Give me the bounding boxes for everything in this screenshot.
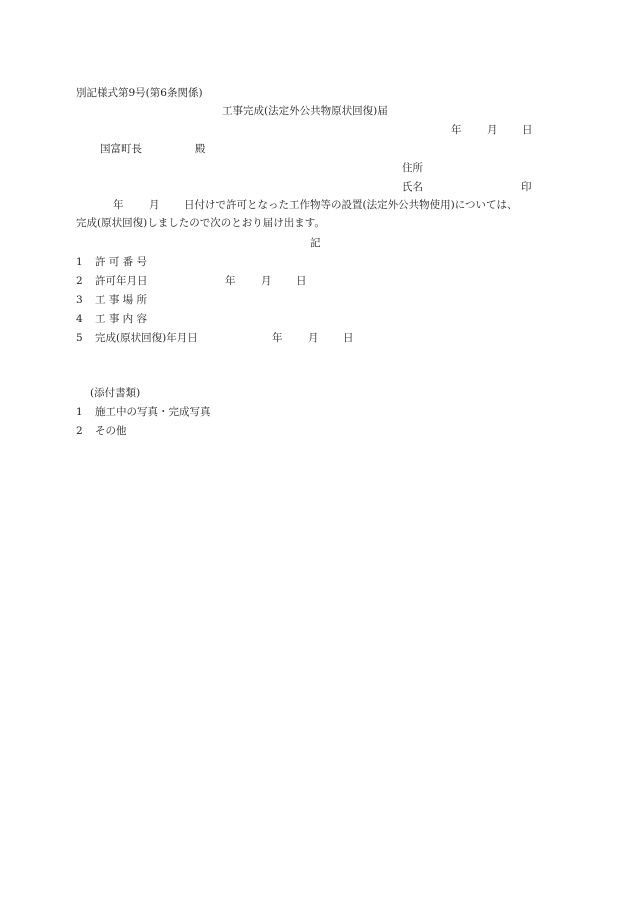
item-year-label: 年 <box>225 275 236 287</box>
item-number: 3 <box>76 294 83 306</box>
form-label: 別記様式第9号(第6条関係) <box>76 87 203 99</box>
item-month-label: 月 <box>261 275 272 287</box>
item-label: 許 可 番 号 <box>95 256 148 268</box>
applicant-address-label: 住所 <box>402 162 423 174</box>
item-day-label: 日 <box>343 332 354 344</box>
applicant-name-label: 氏名 <box>402 181 423 193</box>
addressee-honorific: 殿 <box>195 143 206 155</box>
attachment-label: 施工中の写真・完成写真 <box>95 406 211 418</box>
attachment-label: その他 <box>95 425 127 437</box>
applicant-seal-label: 印 <box>521 181 532 193</box>
item-number: 4 <box>76 313 83 325</box>
date-month-label: 月 <box>487 124 498 136</box>
item-number: 2 <box>76 275 83 287</box>
date-day-label: 日 <box>522 124 533 136</box>
body-month-label: 月 <box>149 199 160 211</box>
addressee-name: 国富町長 <box>100 143 142 155</box>
item-month-label: 月 <box>308 332 319 344</box>
item-label: 工 事 場 所 <box>95 294 148 306</box>
document-title: 工事完成(法定外公共物原状回復)届 <box>222 105 388 117</box>
item-label: 工 事 内 容 <box>95 313 148 325</box>
attachment-number: 2 <box>76 425 83 437</box>
ki-heading: 記 <box>310 237 321 249</box>
attachments-heading: (添付書類) <box>90 387 141 399</box>
body-line1-text: 日付けで許可となった工作物等の設置(法定外公共物使用)については、 <box>184 199 518 211</box>
item-label: 許可年月日 <box>95 275 148 287</box>
item-day-label: 日 <box>296 275 307 287</box>
item-number: 1 <box>76 256 83 268</box>
item-label: 完成(原状回復)年月日 <box>95 332 198 344</box>
body-line2-text: 完成(原状回復)しましたので次のとおり届け出ます。 <box>76 217 325 229</box>
body-year-label: 年 <box>113 199 124 211</box>
date-year-label: 年 <box>451 124 462 136</box>
item-number: 5 <box>76 332 83 344</box>
attachment-number: 1 <box>76 406 83 418</box>
item-year-label: 年 <box>272 332 283 344</box>
